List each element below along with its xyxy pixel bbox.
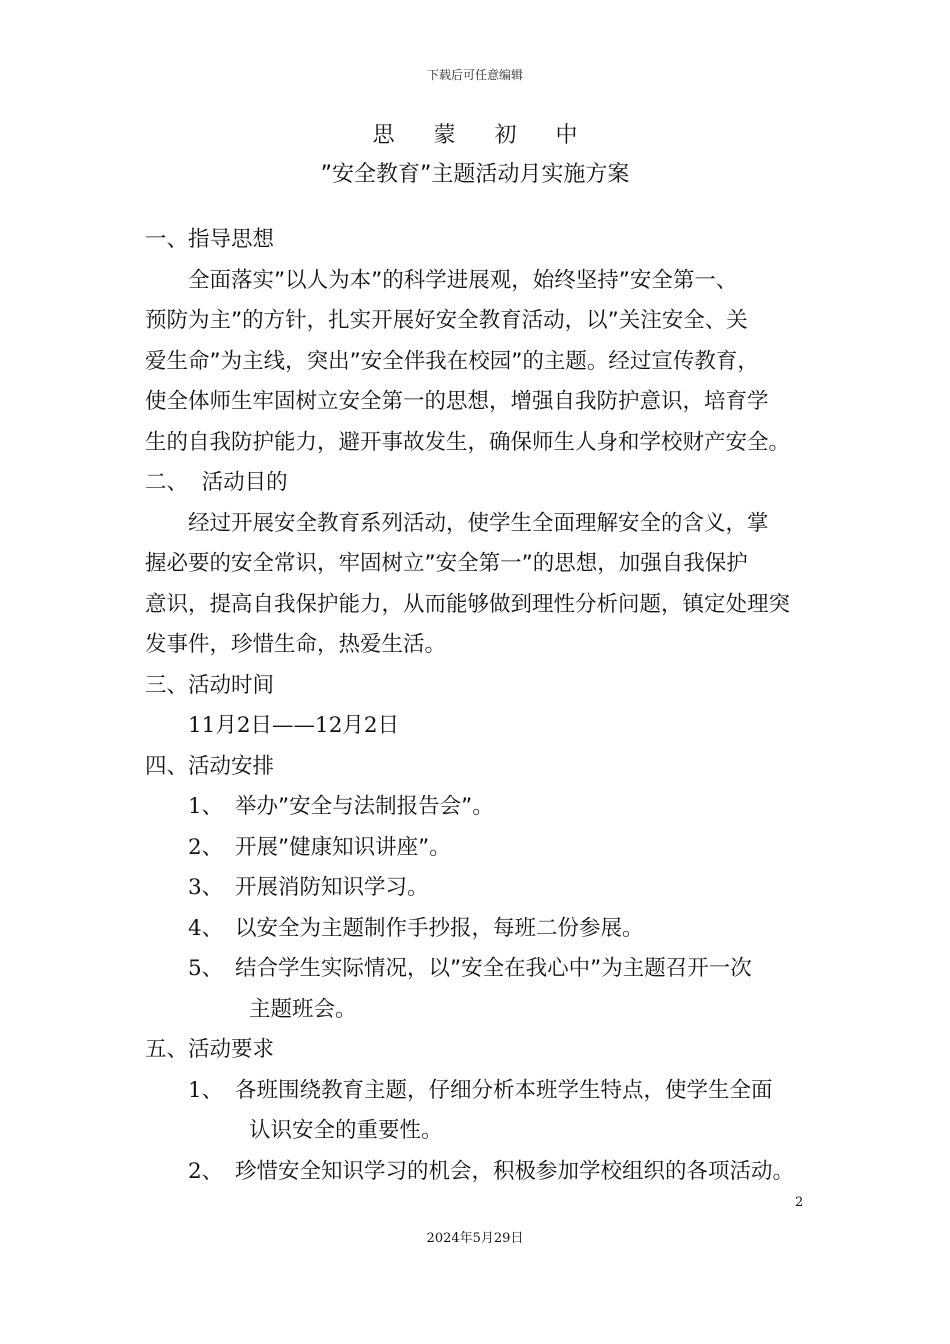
section-heading-activity-requirements: 五、活动要求 — [145, 1037, 275, 1062]
paragraph-line: 预防为主”的方针，扎实开展好安全教育活动，以”关注安全、关 — [145, 308, 748, 333]
page-header: 下载后可任意编辑 — [426, 68, 523, 82]
list-item-text: 举办”安全与法制报告会”。 — [235, 794, 494, 819]
list-item — [145, 828, 813, 869]
list-item-number: 3、 — [188, 875, 224, 900]
section-heading-activity-purpose: 二、 活动目的 — [145, 470, 288, 495]
list-item — [145, 909, 813, 950]
list-item-number: 1、 — [188, 794, 224, 819]
list-item-number: 2、 — [188, 834, 224, 860]
list-item-continuation: 主题班会。 — [249, 996, 357, 1022]
list-item — [145, 1152, 813, 1193]
section-heading-activity-time: 三、活动时间 — [145, 672, 275, 698]
paragraph-line: 经过开展安全教育系列活动，使学生全面理解安全的含义，掌 — [188, 510, 769, 536]
list-item-text: 开展消防知识学习。 — [235, 875, 429, 900]
paragraph-line: 意识，提高自我保护能力，从而能够做到理性分析问题，镇定处理突 — [145, 591, 791, 617]
paragraph-line: 握必要的安全常识，牢固树立”安全第一”的思想，加强自我保护 — [145, 551, 748, 576]
document-body — [145, 220, 813, 1192]
document-title: ”安全教育”主题活动月实施方案 — [320, 162, 630, 187]
list-item — [145, 787, 813, 828]
list-item-text: 以安全为主题制作手抄报，每班二份参展。 — [235, 915, 644, 941]
list-item-number: 5、 — [188, 956, 224, 981]
paragraph-line: 使全体师生牢固树立安全第一的思想，增强自我防护意识，培育学 — [145, 389, 769, 414]
list-item-continuation: 认识安全的重要性。 — [249, 1118, 443, 1143]
paragraph-line: 全面落实”以人为本”的科学进展观，始终坚持”安全第一、 — [188, 267, 738, 293]
list-item — [145, 868, 813, 909]
list-item-text: 珍惜安全知识学习的机会，积极参加学校组织的各项活动。 — [235, 1158, 795, 1184]
list-item — [145, 1071, 813, 1112]
list-item-text: 开展”健康知识讲座”。 — [235, 834, 451, 860]
list-item — [145, 949, 813, 990]
paragraph-line: 爱生命”为主线，突出”安全伴我在校园”的主题。经过宣传教育， — [145, 348, 759, 374]
paragraph-line: 生的自我防护能力，避开事故发生，确保师生人身和学校财产安全。 — [145, 429, 791, 455]
footer-date: 2024年5月29日 — [426, 1231, 524, 1246]
list-item-number: 1、 — [188, 1077, 224, 1103]
list-item-text: 结合学生实际情况，以”安全在我心中”为主题召开一次 — [235, 956, 752, 981]
paragraph-line: 发事件，珍惜生命，热爱生活。 — [145, 632, 447, 657]
activity-time-range: 11月2日——12月2日 — [188, 713, 400, 738]
section-heading-activity-schedule: 四、活动安排 — [145, 753, 275, 779]
list-item-text: 各班围绕教育主题，仔细分析本班学生特点，使学生全面 — [235, 1077, 773, 1103]
page-number: 2 — [795, 1195, 804, 1210]
list-item-number: 4、 — [188, 915, 224, 941]
list-item-number: 2、 — [188, 1158, 224, 1184]
school-name-title: 思 蒙 初 中 — [372, 123, 594, 148]
section-heading-guiding-ideology: 一、指导思想 — [145, 227, 275, 252]
